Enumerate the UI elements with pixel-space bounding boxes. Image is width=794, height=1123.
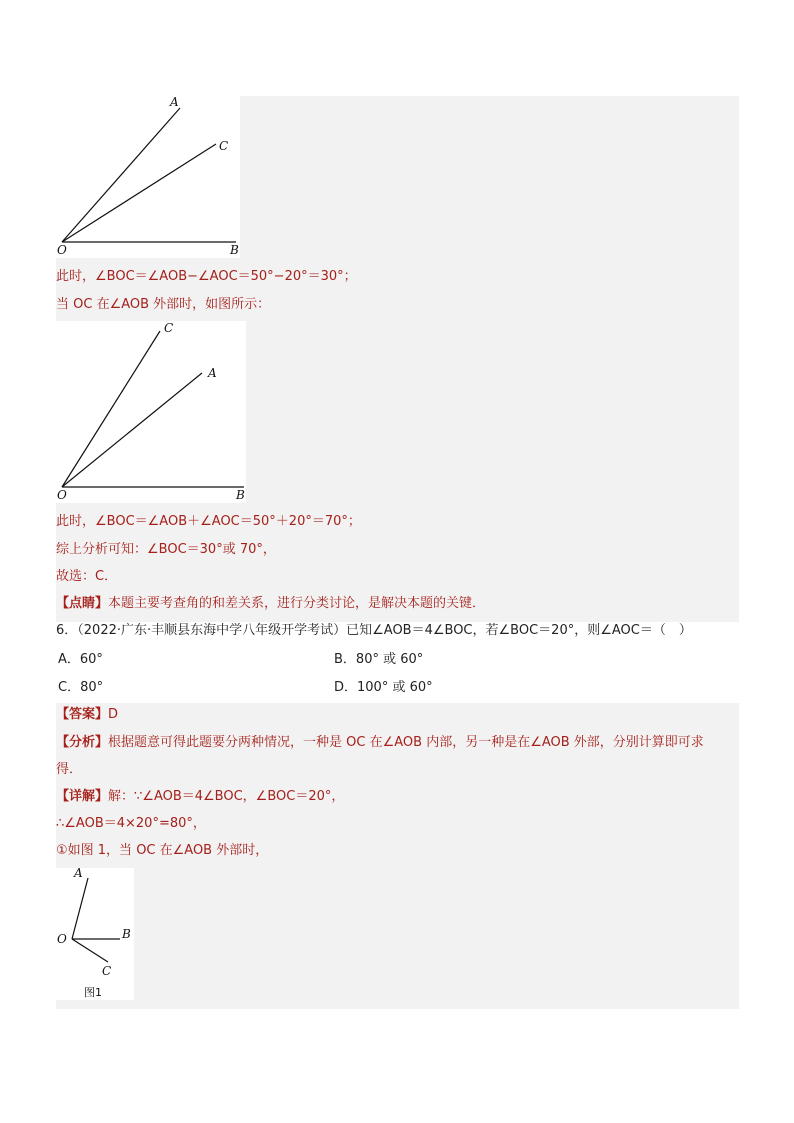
detail-text-1: 解：∵∠AOB＝4∠BOC，∠BOC＝20°， (108, 789, 345, 804)
detail (56, 788, 344, 806)
point-label-o: O (57, 243, 67, 257)
detail-text-2: ∴∠AOB＝4×20°=80°， (56, 816, 206, 831)
tip (56, 595, 485, 613)
figure-angle-inside (56, 96, 240, 258)
figure-caption: 图1 (84, 986, 102, 999)
tip-tag: 【点睛】 (56, 596, 109, 611)
option-c[interactable]: C．80° (58, 680, 104, 695)
case1-result: 此时，∠BOC＝∠AOB−∠AOC＝50°−20°＝30°； (56, 269, 357, 284)
point-label-a: A (74, 868, 83, 880)
point-label-b: B (230, 243, 239, 257)
point-label-b: B (236, 488, 245, 502)
case2-result: 此时，∠BOC＝∠AOB＋∠AOC＝50°＋20°＝70°； (56, 514, 361, 529)
detail-tag: 【详解】 (56, 789, 109, 804)
option-b[interactable]: B．80° 或 60° (334, 652, 424, 667)
analysis-text-2: 得． (56, 762, 83, 777)
point-label-b: B (122, 927, 131, 941)
point-label-c: C (164, 321, 174, 335)
point-label-a: A (170, 96, 179, 109)
point-label-o: O (57, 488, 67, 502)
point-label-o: O (57, 932, 67, 946)
point-label-c: C (219, 139, 229, 153)
point-label-c: C (102, 964, 112, 978)
option-d[interactable]: D．100° 或 60° (334, 680, 433, 695)
option-a[interactable]: A．60° (58, 652, 103, 667)
point-label-a: A (208, 366, 217, 380)
case2-intro: 当 OC 在∠AOB 外部时，如图所示： (56, 297, 271, 312)
answer (56, 706, 118, 724)
answer-tag: 【答案】 (56, 707, 109, 722)
detail-text-3: ①如图 1，当 OC 在∠AOB 外部时， (56, 843, 269, 858)
analysis (56, 734, 704, 752)
analysis-tag: 【分析】 (56, 735, 109, 750)
figure-1 (56, 868, 134, 1000)
choice: 故选：C． (56, 569, 118, 584)
analysis-text-1: 根据题意可得此题要分两种情况，一种是 OC 在∠AOB 内部，另一种是在∠AOB 外部，分别计算即可求 (108, 735, 704, 750)
question-6-stem: 6．（2022·广东·丰顺县东海中学八年级开学考试）已知∠AOB＝4∠BOC，若∠BOC＝20°，则∠AOC＝（ ） (56, 623, 692, 638)
tip-text: 本题主要考查角的和差关系，进行分类讨论，是解决本题的关键． (108, 596, 486, 611)
answer-value: D (108, 707, 119, 722)
figure-angle-outside (56, 321, 246, 503)
summary: 综上分析可知：∠BOC＝30°或 70°， (56, 542, 276, 557)
